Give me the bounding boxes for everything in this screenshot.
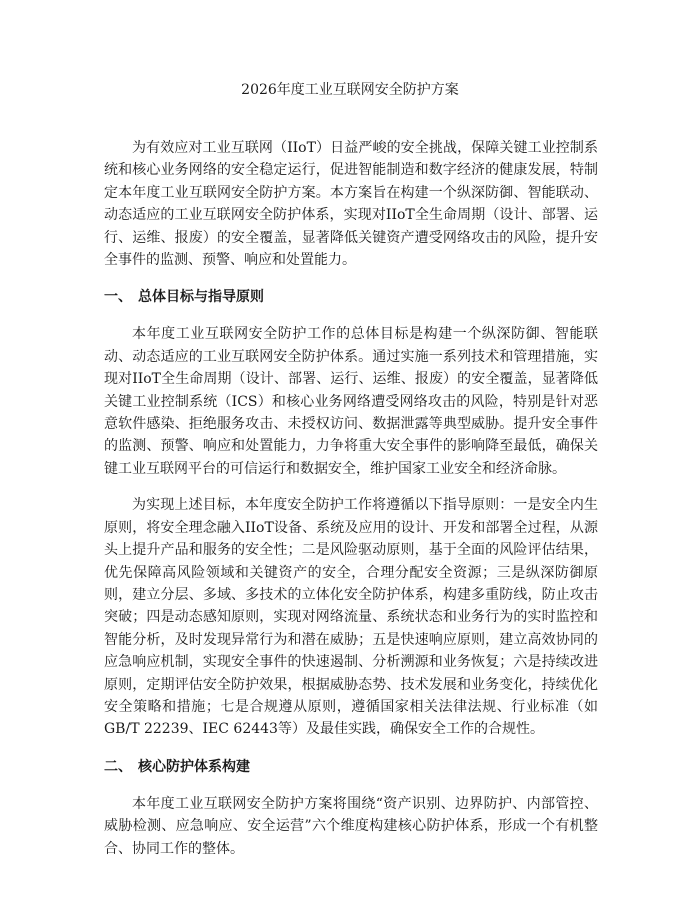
section-heading-2 — [104, 757, 598, 777]
section-number-1: 一、 — [104, 289, 132, 306]
section-2-paragraph-1: 本年度工业互联网安全防护方案将围绕“资产识别、边界防护、内部管控、威胁检测、应急响应、安全运营”六个维度构建核心防护体系，形成一个有机整合、协同工作的整体。 — [104, 795, 598, 857]
intro-paragraph: 为有效应对工业互联网（IIoT）日益严峻的安全挑战，保障关键工业控制系统和核心业务网络的安全稳定运行，促进智能制造和数字经济的健康发展，特制定本年度工业互联网安全防护方案。本方案旨在构建一个纵深防御、智能联动、动态适应的工业互联网安全防护体系，实现对IIoT全生命周期（设计、部署、运行、运维、报废）的安全覆盖，显著降低关键资产遭受网络攻击的风险，提升安全事件的监测、预警、响应和处置能力。 — [104, 140, 598, 269]
document-title: 2026年度工业互联网安全防护方案 — [241, 82, 459, 98]
section-1-paragraph-2: 为实现上述目标，本年度安全防护工作将遵循以下指导原则：一是安全内生原则，将安全理念融入IIoT设备、系统及应用的设计、开发和部署全过程，从源头上提升产品和服务的安全性；二是风险驱动原则，基于全面的风险评估结果，优先保障高风险领域和关键资产的安全，合理分配安全资源；三是纵深防御原则，建立分层、多域、多技术的立体化安全防护体系，构建多重防线，防止攻击突破；四是动态感知原则，实现对网络流量、系统状态和业务行为的实时监控和智能分析，及时发现异常行为和潜在威胁；五是快速响应原则，建立高效协同的应急响应机制，实现安全事件的快速遏制、分析溯源和业务恢复；六是持续改进原则，定期评估安全防护效果，根据威胁态势、技术发展和业务变化，持续优化安全策略和措施；七是合规遵从原则，遵循国家相关法律法规、行业标准（如GB/T 22239、IEC 62443等）及最佳实践，确保安全工作的合规性。 — [104, 497, 598, 738]
section-title-2: 核心防护体系构建 — [138, 758, 250, 775]
section-title-1: 总体目标与指导原则 — [138, 289, 264, 306]
document-body — [104, 137, 598, 860]
section-1-paragraph-1: 本年度工业互联网安全防护工作的总体目标是构建一个纵深防御、智能联动、动态适应的工业互联网安全防护体系。通过实施一系列技术和管理措施，实现对IIoT全生命周期（设计、部署、运行、运维、报废）的安全覆盖，显著降低关键工业控制系统（ICS）和核心业务网络遭受网络攻击的风险，特别是针对恶意软件感染、拒绝服务攻击、未授权访问、数据泄露等典型威胁。提升安全事件的监测、预警、响应和处置能力，力争将重大安全事件的影响降至最低，确保关键工业互联网平台的可信运行和数据安全，维护国家工业安全和经济命脉。 — [104, 326, 598, 477]
section-heading-1 — [104, 287, 598, 307]
section-number-2: 二、 — [104, 758, 132, 775]
